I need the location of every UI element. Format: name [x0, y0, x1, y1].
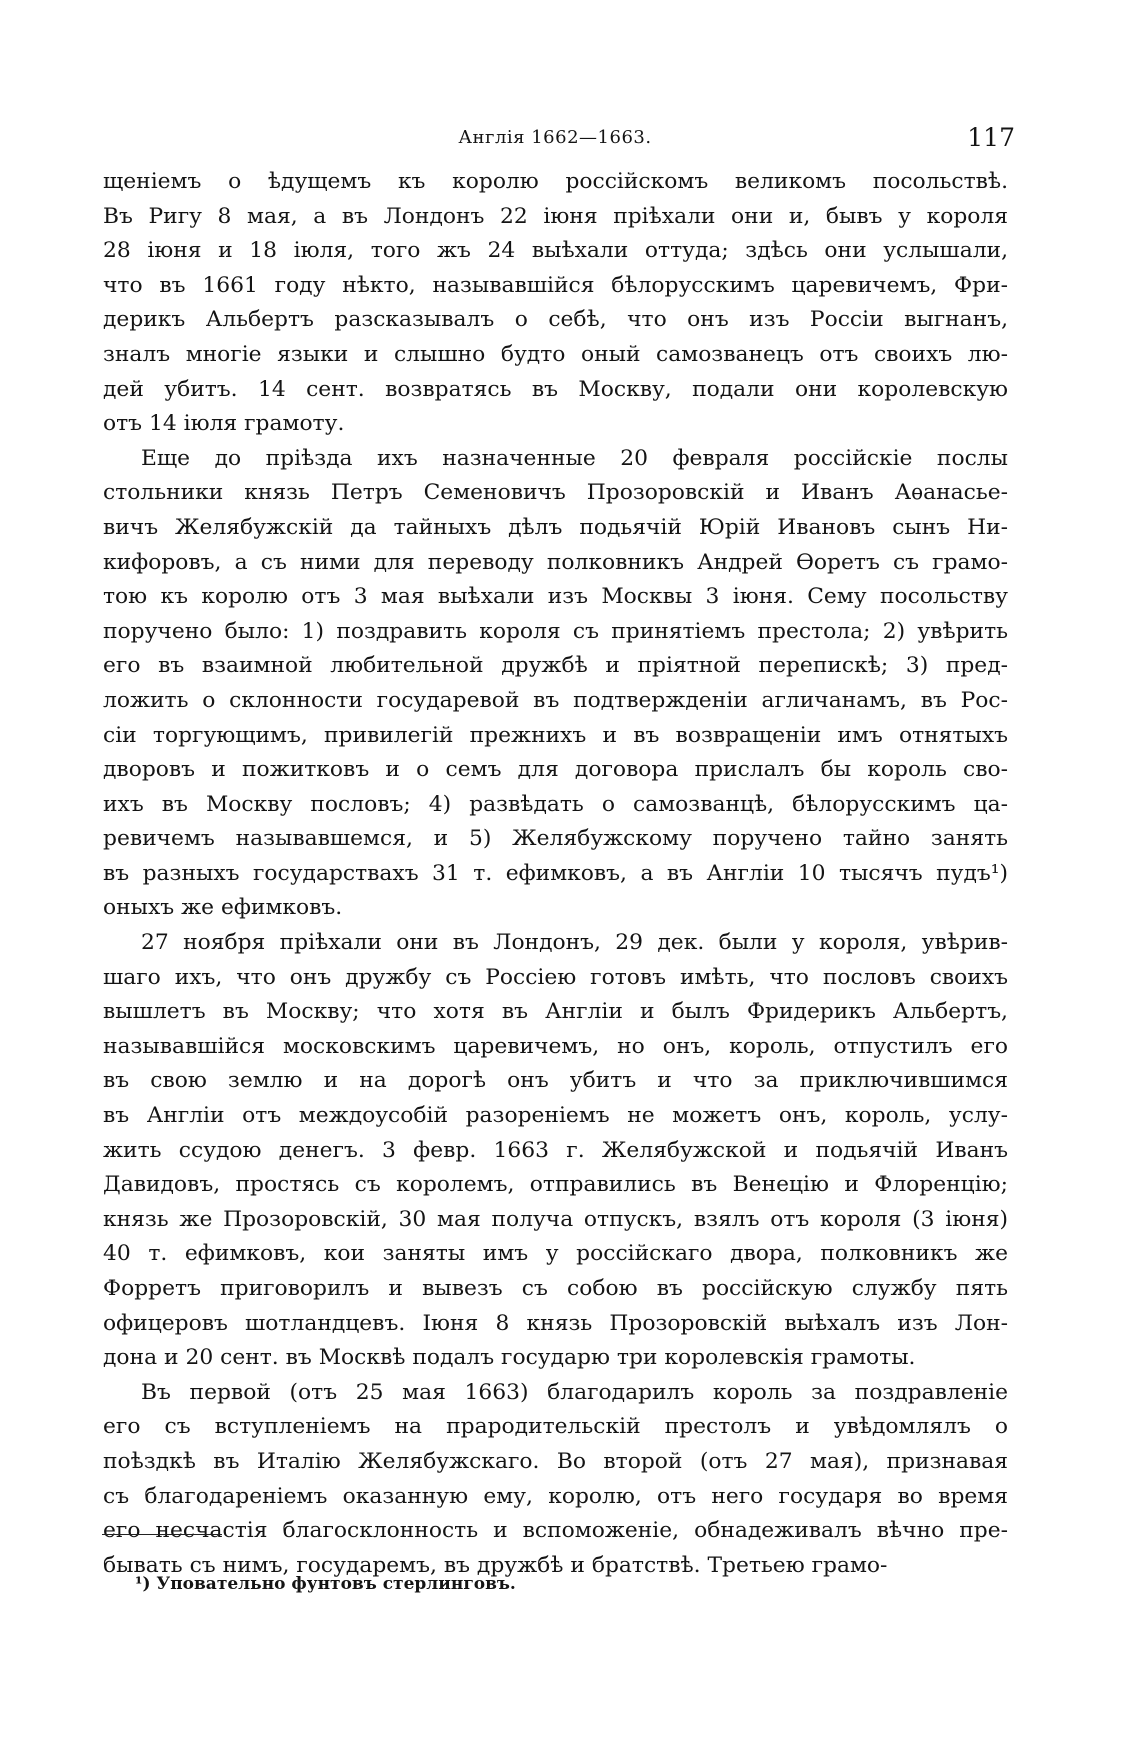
text-line: ревичемъ называвшемся, и 5) Желябужскому поручено тайно занять [103, 826, 1008, 852]
text-line: поѣздкѣ въ Италію Желябужскаго. Во второй (отъ 27 мая), признавая [103, 1448, 1008, 1474]
text-line: дона и 20 сент. въ Москвѣ подалъ государю три королевскія грамоты. [103, 1345, 916, 1371]
text-line: оныхъ же ефимковъ. [103, 895, 343, 921]
text-line: зналъ многіе языки и слышно будто оный самозванецъ отъ своихъ лю- [103, 341, 1008, 367]
text-line: его съ вступленіемъ на прародительскій престолъ и увѣдомлялъ о [103, 1414, 1008, 1440]
body-text [103, 165, 1008, 1583]
text-line: стольники князь Петръ Семеновичъ Прозоровскій и Иванъ Аѳанасье- [103, 480, 1008, 506]
text-line: щеніемъ о ѣдущемъ къ королю россійскомъ великомъ посольствѣ. [103, 169, 1008, 194]
text-line: въ свою землю и на дорогѣ онъ убитъ и что за приключившимся [103, 1068, 1008, 1094]
text-line: 40 т. ефимковъ, кои заняты имъ у россійскаго двора, полковникъ же [103, 1241, 1008, 1267]
text-line: что въ 1661 году нѣкто, называвшійся бѣлорусскимъ царевичемъ, Фри- [103, 272, 1008, 298]
text-line: Въ первой (отъ 25 мая 1663) благодарилъ король за поздравленіе [141, 1379, 1008, 1405]
text-line: называвшійся московскимъ царевичемъ, но онъ, король, отпустилъ его [103, 1033, 1008, 1059]
text-line: жить ссудою денегъ. 3 февр. 1663 г. Желябужской и подьячій Иванъ [103, 1137, 1008, 1163]
text-line: въ Англіи отъ междоусобій разореніемъ не можетъ онъ, король, услу- [103, 1103, 1008, 1129]
paragraph-2 [103, 442, 1008, 926]
text-line: 28 іюня и 18 іюля, того жъ 24 выѣхали оттуда; здѣсь они услышали, [103, 238, 1008, 264]
text-line: 27 ноября пріѣхали они въ Лондонъ, 29 дек. были у короля, увѣрив- [141, 930, 1008, 956]
paragraph-1 [103, 165, 1008, 442]
page-number: 117 [967, 123, 1015, 152]
text-line: поручено было: 1) поздравить короля съ принятіемъ престола; 2) увѣрить [103, 618, 1008, 644]
text-line: Въ Ригу 8 мая, а въ Лондонъ 22 іюня пріѣхали они и, бывъ у короля [103, 203, 1008, 229]
footnote [135, 1574, 516, 1594]
text-line: Давидовъ, простясь съ королемъ, отправились въ Венецію и Флоренцію; [103, 1172, 1008, 1198]
text-line: ихъ въ Москву пословъ; 4) развѣдать о самозванцѣ, бѣлорусскимъ ца- [103, 791, 1008, 817]
text-line: тою къ королю отъ 3 мая выѣхали изъ Москвы 3 іюня. Сему посольству [103, 584, 1008, 610]
text-line: вышлетъ въ Москву; что хотя въ Англіи и былъ Фридерикъ Альбертъ, [103, 999, 1008, 1025]
text-line: офицеровъ шотландцевъ. Іюня 8 князь Прозоровскій выѣхалъ изъ Лон- [103, 1310, 1008, 1336]
text-line: ложить о склонности государевой въ подтвержденіи агличанамъ, въ Рос- [103, 687, 1008, 713]
text-line: дей убитъ. 14 сент. возвратясь въ Москву, подали они королевскую [103, 376, 1008, 402]
text-line: вичъ Желябужскій да тайныхъ дѣлъ подьячій Юрій Ивановъ сынъ Ни- [103, 514, 1008, 540]
text-line: его несчастія благосклонность и вспоможеніе, обнадеживалъ вѣчно пре- [103, 1518, 1008, 1544]
text-line: дерикъ Альбертъ разсказывалъ о себѣ, что онъ изъ Россіи выгнанъ, [103, 307, 1008, 333]
footnote-marker: ¹) [135, 1574, 151, 1594]
text-line: Еще до пріѣзда ихъ назначенные 20 февраля россійскіе послы [141, 445, 1008, 471]
text-line: сіи торгующимъ, привилегій прежнихъ и въ возвращеніи имъ отнятыхъ [103, 722, 1008, 748]
text-line: Форретъ приговорилъ и вывезъ съ собою въ россійскую службу пять [103, 1276, 1008, 1301]
paragraph-4 [103, 1376, 1008, 1584]
text-line: дворовъ и пожитковъ и о семъ для договора прислалъ бы король сво- [103, 757, 1008, 783]
text-line: шаго ихъ, что онъ дружбу съ Россіею готовъ имѣть, что пословъ своихъ [103, 964, 1008, 990]
text-line: въ разныхъ государствахъ 31 т. ефимковъ, а въ Англіи 10 тысячъ пудъ¹) [103, 860, 1008, 886]
text-line: его въ взаимной любительной дружбѣ и пріятной перепискѣ; 3) пред- [103, 653, 1008, 679]
text-line: кифоровъ, а съ ними для переводу полковникъ Андрей Ѳоретъ съ грамо- [103, 549, 1008, 575]
text-line: съ благодареніемъ оказанную ему, королю, отъ него государя во время [103, 1483, 1008, 1509]
running-title: Англія 1662—1663. [458, 127, 652, 148]
text-line: бывать съ нимъ, государемъ, въ дружбѣ и братствѣ. Третьею грамо- [103, 1552, 888, 1578]
paragraph-3 [103, 926, 1008, 1376]
footnote-text: Уповательно фунтовъ стерлинговъ. [156, 1574, 516, 1594]
text-line: князь же Прозоровскій, 30 мая получа отпускъ, взялъ отъ короля (3 іюня) [103, 1206, 1008, 1232]
page-header [95, 123, 1015, 155]
footnote-rule [102, 1534, 222, 1535]
text-line: отъ 14 іюля грамоту. [103, 411, 345, 437]
